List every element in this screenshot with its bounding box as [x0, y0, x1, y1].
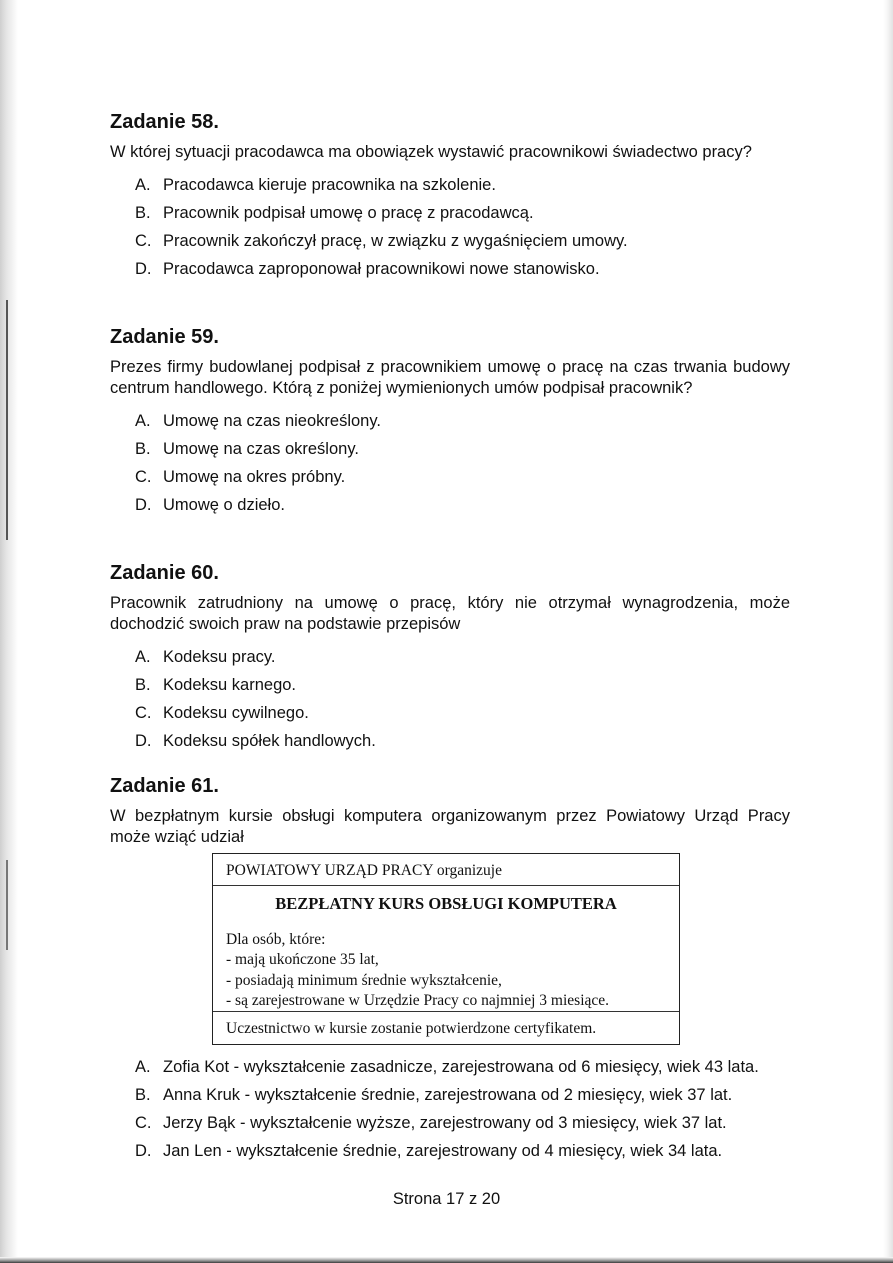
- answer-option: [135, 467, 790, 495]
- answer-letter: C.: [135, 468, 152, 486]
- answer-text: Kodeksu pracy.: [163, 648, 276, 666]
- answer-text: Pracodawca kieruje pracownika na szkolenie.: [163, 176, 496, 194]
- answer-option: [135, 703, 790, 731]
- page-number: Strona 17 z 20: [392, 1190, 501, 1208]
- answer-option: [135, 675, 790, 703]
- answer-letter: D.: [135, 260, 152, 278]
- answer-option: [135, 1085, 790, 1113]
- task-61-answers: [110, 1057, 790, 1169]
- answer-text: Umowę na okres próbny.: [163, 468, 346, 486]
- answer-letter: C.: [135, 1114, 152, 1132]
- answer-text: Pracownik zakończył pracę, w związku z wygaśnięciem umowy.: [163, 232, 628, 250]
- answer-option: [135, 439, 790, 467]
- notice-footer: Uczestnictwo w kursie zostanie potwierdzone certyfikatem.: [226, 1020, 597, 1037]
- answer-text: Pracodawca zaproponował pracownikowi nowe stanowisko.: [163, 260, 600, 278]
- answer-text: Zofia Kot - wykształcenie zasadnicze, zarejestrowana od 6 miesięcy, wiek 43 lata.: [163, 1058, 759, 1076]
- answer-option: [135, 647, 790, 675]
- notice-criterion: - są zarejestrowane w Urzędzie Pracy co najmniej 3 miesiące.: [226, 992, 610, 1009]
- answer-text: Jan Len - wykształcenie średnie, zarejestrowany od 4 miesięcy, wiek 34 lata.: [163, 1142, 723, 1160]
- answer-list: [135, 647, 790, 759]
- answer-option: [135, 411, 790, 439]
- answer-list: [135, 175, 790, 287]
- answer-letter: A.: [135, 1058, 151, 1076]
- answer-option: [135, 1113, 790, 1141]
- answer-option: [135, 1057, 790, 1085]
- answer-text: Umowę o dzieło.: [163, 496, 285, 514]
- answer-letter: D.: [135, 732, 152, 750]
- answer-option: [135, 259, 790, 287]
- answer-text: Anna Kruk - wykształcenie średnie, zarejestrowana od 2 miesięcy, wiek 37 lat.: [163, 1086, 733, 1104]
- notice-criteria-list: [226, 950, 609, 1012]
- task-question: W której sytuacji pracodawca ma obowiązek wystawić pracownikowi świadectwo pracy?: [110, 143, 752, 161]
- answer-letter: B.: [135, 676, 151, 694]
- answer-option: [135, 203, 790, 231]
- answer-option: [135, 731, 790, 759]
- notice-criterion: - mają ukończone 35 lat,: [226, 951, 379, 968]
- answer-letter: A.: [135, 648, 151, 666]
- answer-list: [135, 411, 790, 523]
- task-title: Zadanie 60.: [110, 562, 219, 584]
- answer-letter: A.: [135, 176, 151, 194]
- notice-divider: [213, 1011, 679, 1012]
- notice-header: POWIATOWY URZĄD PRACY organizuje: [226, 862, 502, 879]
- task-question: Pracownik zatrudniony na umowę o pracę, który nie otrzymał wynagrodzenia, może dochodzić swoich praw na podstawie przepisów: [110, 594, 790, 633]
- answer-letter: B.: [135, 1086, 151, 1104]
- task-60: [110, 561, 790, 759]
- task-title: Zadanie 59.: [110, 326, 219, 348]
- task-title: Zadanie 58.: [110, 111, 219, 133]
- notice-title: BEZPŁATNY KURS OBSŁUGI KOMPUTERA: [275, 894, 617, 913]
- answer-letter: C.: [135, 232, 152, 250]
- task-59: [110, 325, 790, 523]
- answer-text: Umowę na czas określony.: [163, 440, 359, 458]
- course-notice-box: [212, 853, 680, 1045]
- scan-edge-mark: [6, 860, 8, 950]
- answer-letter: B.: [135, 204, 151, 222]
- task-question: W bezpłatnym kursie obsługi komputera organizowanym przez Powiatowy Urząd Pracy może wziąć udział: [110, 807, 790, 846]
- answer-option: [135, 175, 790, 203]
- answer-letter: D.: [135, 496, 152, 514]
- notice-intro: Dla osób, które:: [226, 931, 326, 948]
- answer-letter: A.: [135, 412, 151, 430]
- answer-option: [135, 231, 790, 259]
- scan-edge-bottom: [0, 1257, 893, 1263]
- task-title: Zadanie 61.: [110, 775, 219, 797]
- answer-text: Kodeksu spółek handlowych.: [163, 732, 376, 750]
- task-58: [110, 110, 790, 287]
- answer-option: [135, 1141, 790, 1169]
- answer-text: Kodeksu karnego.: [163, 676, 297, 694]
- answer-letter: C.: [135, 704, 152, 722]
- task-61: [110, 774, 790, 848]
- answer-list: [135, 1057, 790, 1169]
- answer-text: Umowę na czas nieokreślony.: [163, 412, 381, 430]
- notice-divider: [213, 885, 679, 886]
- answer-text: Pracownik podpisał umowę o pracę z pracodawcą.: [163, 204, 534, 222]
- answer-text: Kodeksu cywilnego.: [163, 704, 309, 722]
- answer-letter: B.: [135, 440, 151, 458]
- scan-edge-left: [0, 0, 18, 1263]
- answer-letter: D.: [135, 1142, 152, 1160]
- task-question: Prezes firmy budowlanej podpisał z pracownikiem umowę o pracę na czas trwania budowy centrum handlowego. Którą z poniżej wymienionych umów podpisał pracownik?: [110, 358, 790, 397]
- answer-option: [135, 495, 790, 523]
- scan-edge-mark: [6, 300, 8, 540]
- notice-criterion: - posiadają minimum średnie wykształcenie,: [226, 971, 502, 989]
- answer-text: Jerzy Bąk - wykształcenie wyższe, zarejestrowany od 3 miesięcy, wiek 37 lat.: [163, 1114, 727, 1132]
- scan-edge-right: [883, 0, 893, 1263]
